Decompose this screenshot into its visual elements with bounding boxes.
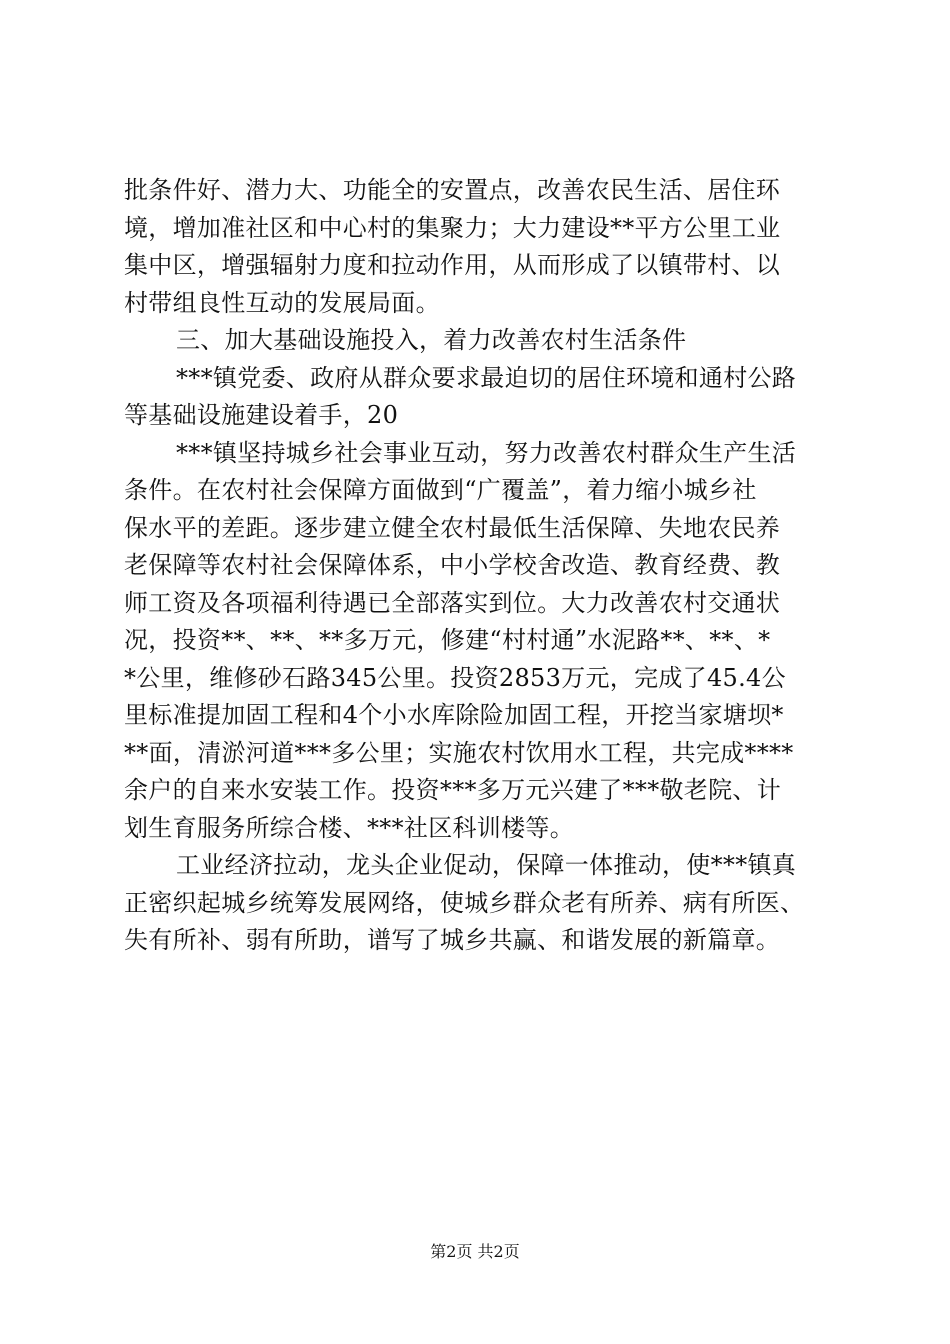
text-line: 余户的自来水安装工作。投资***多万元兴建了***敬老院、计 bbox=[124, 776, 781, 804]
text-line: 境，增加准社区和中心村的集聚力；大力建设**平方公里工业 bbox=[124, 213, 781, 242]
text-line: *公里，维修砂石路345公里。投资2853万元，完成了45.4公 bbox=[124, 663, 786, 692]
text-line: 工业经济拉动，龙头企业促动，保障一体推动，使***镇真 bbox=[176, 851, 797, 879]
text-line: 正密织起城乡统筹发展网络，使城乡群众老有所养、病有所医、 bbox=[124, 888, 805, 917]
section-heading: 三、加大基础设施投入，着力改善农村生活条件 bbox=[176, 326, 687, 354]
text-line: **面，清淤河道***多公里；实施农村饮用水工程，共完成**** bbox=[124, 738, 794, 767]
text-line: 村带组良性互动的发展局面。 bbox=[124, 288, 440, 317]
document-body bbox=[124, 172, 830, 960]
text-line: 划生育服务所综合楼、***社区科训楼等。 bbox=[124, 813, 574, 842]
page-number-label: 第2页 共2页 bbox=[430, 1242, 520, 1261]
text-line: 等基础设施建设着手，20 bbox=[124, 401, 399, 429]
text-line: 况，投资**、**、**多万元，修建“村村通”水泥路**、**、* bbox=[124, 626, 771, 654]
text-line: 师工资及各项福利待遇已全部落实到位。大力改善农村交通状 bbox=[124, 588, 781, 617]
page-footer bbox=[0, 1240, 950, 1264]
text-line: 集中区，增强辐射力度和拉动作用，从而形成了以镇带村、以 bbox=[124, 251, 781, 279]
text-line: 里标准提加固工程和4个小水库除险加固工程，开挖当家塘坝* bbox=[124, 701, 784, 729]
text-line: 条件。在农村社会保障方面做到“广覆盖”，着力缩小城乡社 bbox=[124, 476, 757, 504]
text-line: ***镇党委、政府从群众要求最迫切的居住环境和通村公路 bbox=[176, 363, 797, 392]
text-line: ***镇坚持城乡社会事业互动，努力改善农村群众生产生活 bbox=[176, 438, 797, 467]
text-line: 失有所补、弱有所助，谱写了城乡共赢、和谐发展的新篇章。 bbox=[124, 926, 781, 954]
text-line: 批条件好、潜力大、功能全的安置点，改善农民生活、居住环 bbox=[124, 176, 781, 204]
text-line: 老保障等农村社会保障体系，中小学校舍改造、教育经费、教 bbox=[124, 551, 781, 579]
text-line: 保水平的差距。逐步建立健全农村最低生活保障、失地农民养 bbox=[124, 513, 781, 542]
